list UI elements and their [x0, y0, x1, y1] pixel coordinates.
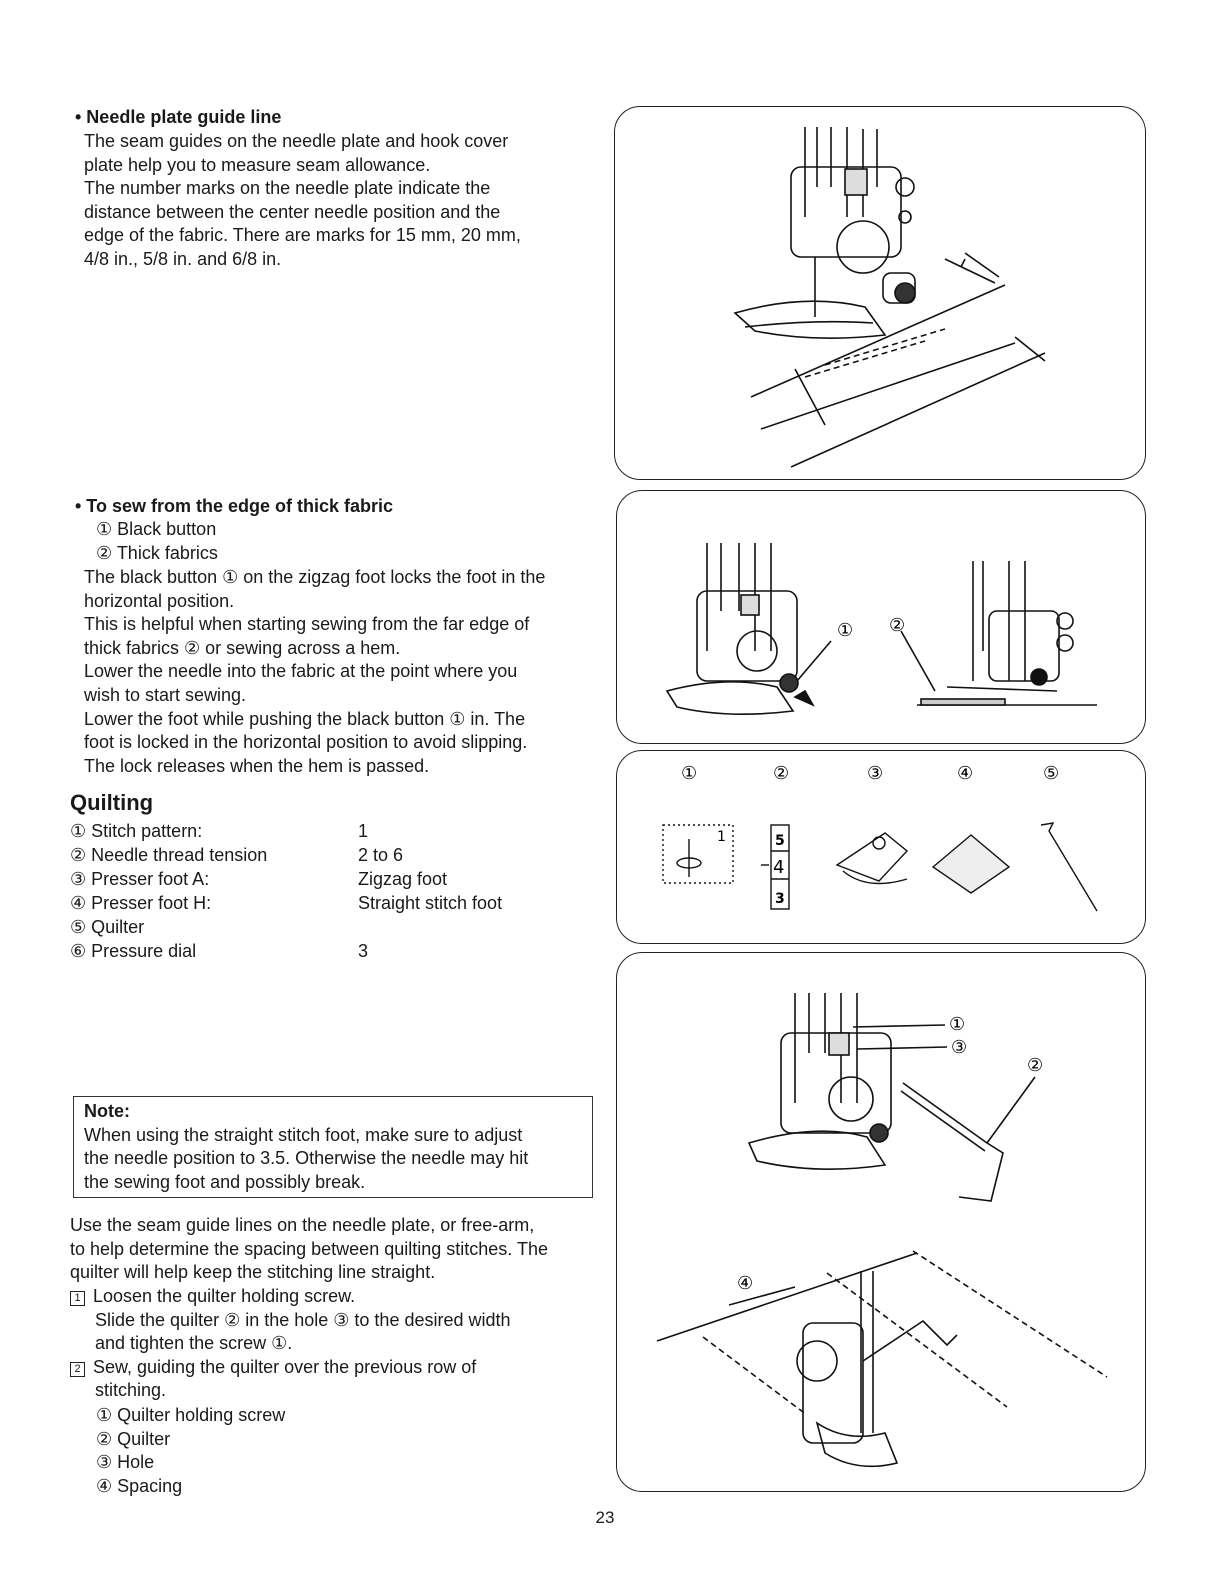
setting-label: ⑤ Quilter: [70, 917, 145, 937]
quilting-intro: [70, 1214, 548, 1285]
table-row: [70, 915, 502, 939]
figure-label: ②: [1027, 1055, 1044, 1076]
text-line: The black button ① on the zigzag foot locks the foot in the: [84, 567, 546, 587]
figure-label: ①: [837, 620, 854, 641]
quilting-title: Quilting: [70, 790, 154, 815]
figure-label: ②: [773, 763, 790, 784]
table-row: [70, 891, 502, 915]
setting-label: ④ Presser foot H:: [70, 893, 212, 913]
quilting-steps: [70, 1285, 511, 1403]
quilter-icon: [1041, 823, 1097, 911]
step-text: and tighten the screw ①.: [95, 1333, 293, 1354]
list-item: ④ Spacing: [96, 1475, 183, 1496]
text-line: plate help you to measure seam allowance.: [84, 154, 431, 175]
note-title: Note:: [84, 1101, 130, 1121]
pattern-number: 1: [717, 829, 726, 845]
thick-fabric-items: [96, 518, 218, 565]
note-box: [73, 1096, 593, 1198]
note-line: the needle position to 3.5. Otherwise the needle may hit: [84, 1148, 529, 1169]
text-line: The number marks on the needle plate indicate the: [84, 178, 491, 199]
step-number: 1: [70, 1291, 85, 1306]
setting-label: ⑥ Pressure dial: [70, 941, 197, 961]
setting-value: 2 to 6: [358, 845, 404, 865]
tension-value: 3: [775, 891, 785, 907]
setting-value: 1: [358, 821, 369, 841]
step-text: stitching.: [95, 1380, 167, 1401]
thick-fabric-text: [84, 566, 545, 778]
table-row: [70, 939, 502, 963]
text-line: This is helpful when starting sewing from the far edge of: [84, 614, 530, 635]
black-button-figure: [616, 490, 1146, 744]
list-item: ① Quilter holding screw: [96, 1405, 286, 1425]
text-line: The seam guides on the needle plate and hook cover: [84, 131, 509, 151]
needle-plate-text: [84, 130, 521, 272]
setting-label: ① Stitch pattern:: [70, 821, 203, 841]
needle-plate-figure: [614, 106, 1146, 480]
thick-fabric-heading: • To sew from the edge of thick fabric: [75, 496, 394, 516]
step-text: Loosen the quilter holding screw.: [93, 1286, 356, 1306]
straight-stitch-foot-icon: [933, 835, 1009, 893]
figure-label: ①: [949, 1014, 966, 1035]
setting-label: ③ Presser foot A:: [70, 869, 210, 889]
text-line: edge of the fabric. There are marks for 15 mm, 20 mm,: [84, 225, 521, 246]
figure-label: ③: [951, 1037, 968, 1058]
tension-value: 5: [775, 833, 785, 849]
text-line: The lock releases when the hem is passed.: [84, 755, 430, 776]
black-button-illustration: [617, 491, 1145, 743]
setting-value: Zigzag foot: [358, 869, 448, 889]
setting-value: 3: [358, 941, 369, 961]
needle-plate-heading: • Needle plate guide line: [75, 107, 282, 127]
table-row: [70, 867, 502, 891]
text-line: quilter will help keep the stitching line straight.: [70, 1262, 436, 1283]
table-row: [70, 819, 502, 843]
quilting-settings-table: [70, 819, 502, 963]
setting-value: Straight stitch foot: [358, 893, 503, 913]
step-text: Slide the quilter ② in the hole ③ to the desired width: [95, 1309, 511, 1330]
figure-label: ③: [867, 763, 884, 784]
list-item: ③ Hole: [96, 1452, 155, 1473]
list-item: ② Thick fabrics: [96, 542, 218, 563]
text-line: 4/8 in., 5/8 in. and 6/8 in.: [84, 248, 282, 269]
page-number: 23: [595, 1508, 615, 1527]
text-line: thick fabrics ② or sewing across a hem.: [84, 637, 401, 658]
note-line: the sewing foot and possibly break.: [84, 1171, 366, 1192]
text-line: wish to start sewing.: [84, 684, 247, 705]
step-number: 2: [70, 1362, 85, 1377]
text-line: Lower the foot while pushing the black button ① in. The: [84, 708, 526, 729]
list-item: ① Black button: [96, 519, 217, 539]
quilter-figure: [616, 952, 1146, 1492]
figure-label: ②: [889, 615, 906, 636]
text-line: foot is locked in the horizontal position to avoid slipping.: [84, 732, 528, 753]
text-line: distance between the center needle position and the: [84, 201, 501, 222]
text-line: to help determine the spacing between quilting stitches. The: [70, 1238, 548, 1259]
figure-label: ⑤: [1043, 763, 1060, 784]
setting-label: ② Needle thread tension: [70, 845, 268, 865]
step-item: [70, 1285, 511, 1309]
step-text: Sew, guiding the quilter over the previous row of: [93, 1356, 477, 1377]
presser-foot-on-plate-illustration: [615, 107, 1145, 479]
figure-label: ①: [681, 763, 698, 784]
figure-label: ④: [957, 763, 974, 784]
text-line: Lower the needle into the fabric at the point where you: [84, 661, 518, 682]
figure-label: ④: [737, 1273, 754, 1294]
text-line: horizontal position.: [84, 590, 235, 611]
settings-illustration: [617, 751, 1145, 943]
quilter-illustration: [617, 953, 1145, 1491]
quilting-settings-figure: [616, 750, 1146, 944]
quilting-legend: [96, 1404, 285, 1498]
list-item: ② Quilter: [96, 1428, 171, 1449]
step-item: [70, 1356, 511, 1380]
text-line: Use the seam guide lines on the needle plate, or free-arm,: [70, 1215, 535, 1235]
table-row: [70, 843, 502, 867]
tension-value: 4: [773, 857, 785, 878]
note-line: When using the straight stitch foot, make sure to adjust: [84, 1124, 523, 1145]
